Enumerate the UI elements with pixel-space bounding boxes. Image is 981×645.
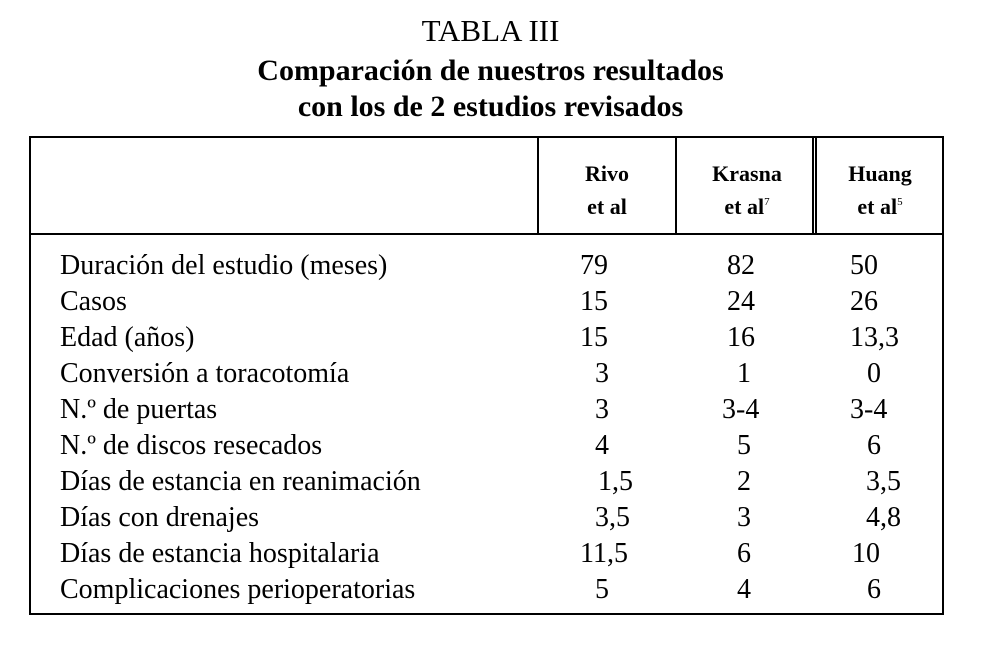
cell-rivo: 3 (595, 358, 609, 389)
comparison-table (29, 136, 944, 615)
table-row (31, 392, 942, 428)
cell-rivo: 3 (595, 394, 609, 425)
cell-huang: 50 (850, 250, 878, 281)
row-label: N.º de puertas (60, 394, 218, 425)
row-label: Conversión a toracotomía (60, 358, 350, 389)
cell-huang: 3-4 (850, 394, 888, 425)
row-label: Complicaciones perioperatorias (60, 574, 416, 605)
cell-krasna: 4 (737, 574, 751, 605)
table-row (31, 284, 942, 320)
cell-krasna: 1 (737, 358, 751, 389)
cell-huang: 10 (852, 538, 880, 569)
cell-krasna: 3 (737, 502, 751, 533)
table-row (31, 428, 942, 464)
row-label: Edad (años) (60, 322, 195, 353)
cell-huang: 26 (850, 286, 878, 317)
table-row (31, 572, 942, 608)
cell-huang: 0 (867, 358, 881, 389)
cell-krasna: 5 (737, 430, 751, 461)
cell-rivo: 11,5 (580, 538, 628, 569)
cell-krasna: 16 (727, 322, 755, 353)
column-header-line2: et $al^5$ (857, 194, 903, 219)
cell-krasna: 3-4 (722, 394, 760, 425)
column-header-line2: et $al^7$ (724, 194, 770, 219)
cell-rivo: 3,5 (595, 502, 630, 533)
column-header-rivo (537, 160, 677, 221)
table-title-line2: con los de 2 estudios revisados (297, 90, 684, 123)
row-label: Días de estancia en reanimación (60, 466, 421, 497)
cell-rivo: 1,5 (598, 466, 633, 497)
cell-krasna: 24 (727, 286, 755, 317)
table-row (31, 464, 942, 500)
column-header-line1: Huang (848, 161, 912, 186)
table-row (31, 248, 942, 284)
column-header-line2: et al (587, 194, 627, 219)
row-label: Días con drenajes (60, 502, 260, 533)
cell-huang: 6 (867, 430, 881, 461)
table-title-line1: Comparación de nuestros resultados (257, 54, 724, 87)
cell-rivo: 5 (595, 574, 609, 605)
cell-huang: 4,8 (866, 502, 901, 533)
table-row (31, 536, 942, 572)
table-number: TABLA III (421, 13, 560, 48)
cell-rivo: 79 (580, 250, 608, 281)
cell-krasna: 82 (727, 250, 755, 281)
column-header-line1: Krasna (712, 161, 782, 186)
cell-rivo: 15 (580, 286, 608, 317)
table-row (31, 356, 942, 392)
row-label: Duración del estudio (meses) (60, 250, 388, 281)
row-label: Casos (60, 286, 127, 317)
cell-krasna: 2 (737, 466, 751, 497)
cell-rivo: 4 (595, 430, 609, 461)
column-header-huang (814, 160, 946, 221)
cell-rivo: 15 (580, 322, 608, 353)
cell-huang: 3,5 (866, 466, 901, 497)
table-row (31, 500, 942, 536)
column-header-krasna (677, 160, 817, 221)
header-separator (31, 233, 942, 235)
cell-huang: 13,3 (850, 322, 899, 353)
cell-huang: 6 (867, 574, 881, 605)
row-label: N.º de discos resecados (60, 430, 323, 461)
column-header-line1: Rivo (585, 161, 629, 186)
cell-krasna: 6 (737, 538, 751, 569)
row-label: Días de estancia hospitalaria (60, 538, 380, 569)
table-row (31, 320, 942, 356)
